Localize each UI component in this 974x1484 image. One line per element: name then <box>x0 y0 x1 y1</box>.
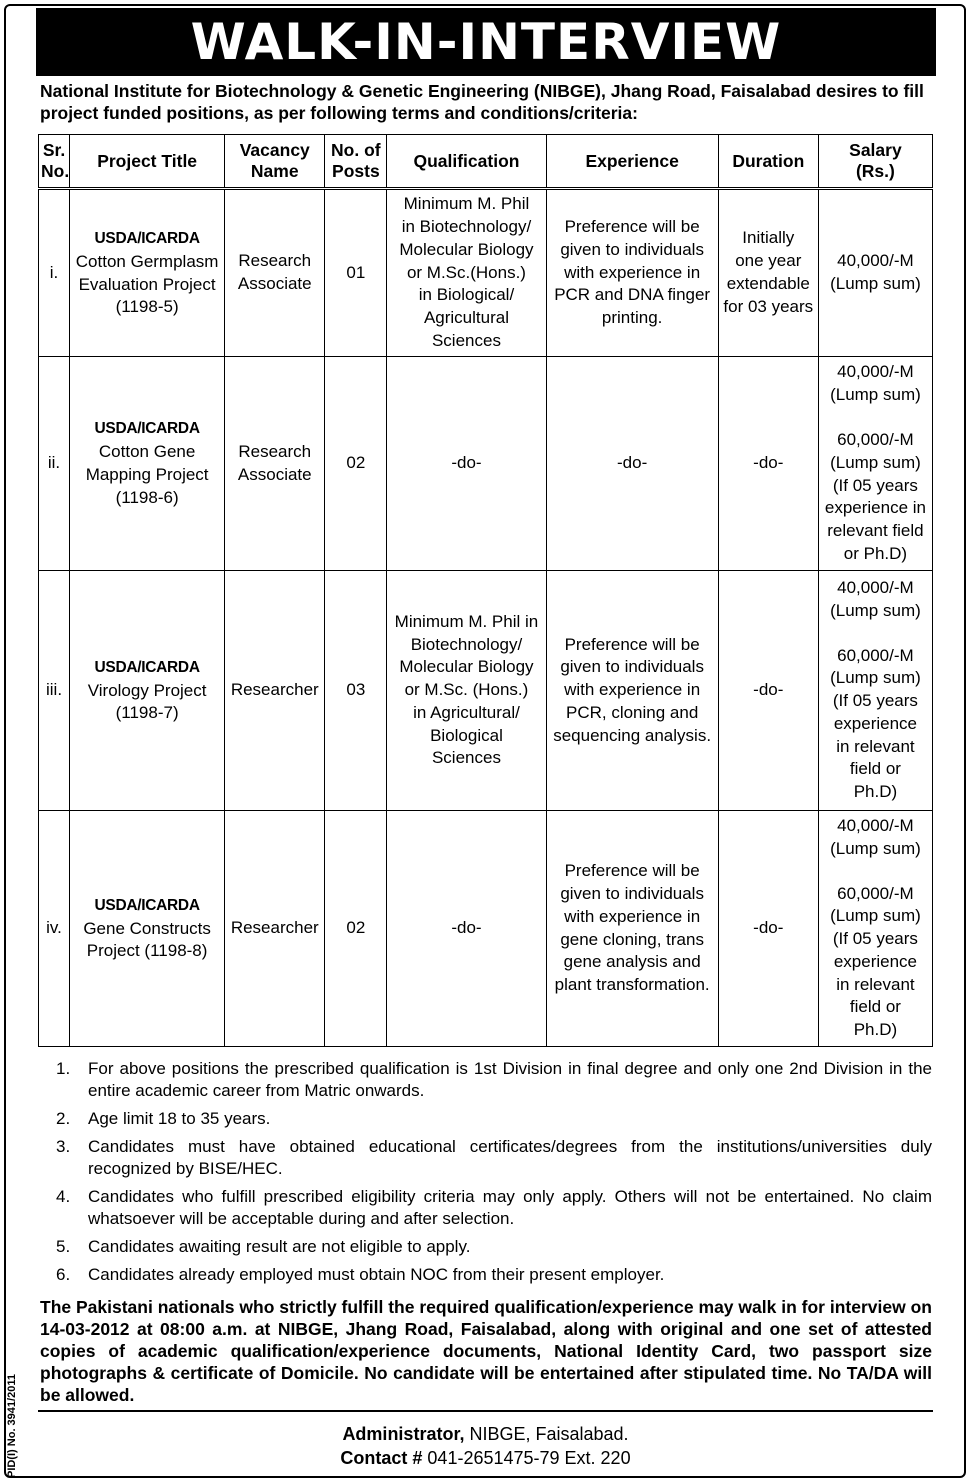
cell-vacancy: Research Associate <box>225 357 325 571</box>
cell-sr: iv. <box>39 811 70 1047</box>
cell-salary: 40,000/-M (Lump sum) 60,000/-M (Lump sum) (If 05 years experience in relevant field or Ph.D) <box>818 357 932 571</box>
header-salary: Salary (Rs.) <box>818 135 932 189</box>
cell-salary: 40,000/-M (Lump sum) 60,000/-M (Lump sum) (If 05 years experience in relevant field or Ph.D) <box>818 811 932 1047</box>
cell-project: USDA/ICARDA Gene Constructs Project (1198-8) <box>70 811 225 1047</box>
cell-salary: 40,000/-M (Lump sum) 60,000/-M (Lump sum) (If 05 years experience in relevant field or Ph.D) <box>818 571 932 811</box>
table-header-row <box>39 135 933 189</box>
page-title: WALK-IN-INTERVIEW <box>36 8 936 76</box>
cell-qualification: -do- <box>387 357 546 571</box>
list-item: 2. Age limit 18 to 35 years. <box>56 1109 271 1128</box>
header-experience: Experience <box>546 135 718 189</box>
vacancy-table <box>38 134 933 1047</box>
table-row <box>39 357 933 571</box>
cell-posts: 02 <box>325 811 387 1047</box>
cell-duration: -do- <box>718 357 818 571</box>
admin-label: Administrator, <box>342 1424 465 1444</box>
cell-posts: 01 <box>325 189 387 357</box>
list-item: 6. Candidates already employed must obtain NOC from their present employer. <box>56 1265 665 1284</box>
cell-sr: iii. <box>39 571 70 811</box>
closing-paragraph: The Pakistani nationals who strictly fulfill the required qualification/experience may walk in for interview on 14-03-2012 at 08:00 a.m. at NIBGE, Jhang Road, Faisalabad, along with original and one set of attested copies of academic qualification/experience documents, National Identity Card, two passport size photographs & certificate of Domicile. No candidate will be entertained after stipulated time. No TA/DA will be allowed. <box>40 1297 932 1405</box>
cell-vacancy: Research Associate <box>225 189 325 357</box>
header-duration: Duration <box>718 135 818 189</box>
header-project-title: Project Title <box>70 135 225 189</box>
header-vacancy-name: Vacancy Name <box>225 135 325 189</box>
conditions-list <box>40 1058 932 1292</box>
cell-qualification: Minimum M. Phil in Biotechnology/ Molecular Biology or M.Sc.(Hons.) in Biological/ Agricultural Sciences <box>387 189 546 357</box>
list-item: 4. Candidates who fulfill prescribed eligibility criteria may only apply. Others will not be entertained. No claim whatsoever will be acceptable during and after selection. <box>56 1187 932 1228</box>
cell-vacancy: Researcher <box>225 811 325 1047</box>
cell-duration: Initially one year extendable for 03 years <box>718 189 818 357</box>
cell-sr: i. <box>39 189 70 357</box>
table-row <box>39 571 933 811</box>
interview-datetime: 14-03-2012 at 08:00 a.m. <box>40 1319 248 1339</box>
cell-sr: ii. <box>39 357 70 571</box>
intro-text: National Institute for Biotechnology & Genetic Engineering (NIBGE), Jhang Road, Faisalabad desires to fill project funded positions, as per following terms and conditions/criteria: <box>40 81 924 123</box>
cell-experience: Preference will be given to individuals with experience in PCR and DNA finger printing. <box>546 189 718 357</box>
cell-salary: 40,000/-M (Lump sum) <box>818 189 932 357</box>
cell-experience: Preference will be given to individuals with experience in PCR, cloning and sequencing analysis. <box>546 571 718 811</box>
header-qualification: Qualification <box>387 135 546 189</box>
cell-qualification: Minimum M. Phil in Biotechnology/ Molecular Biology or M.Sc. (Hons.) in Agricultural/ Biological Sciences <box>387 571 546 811</box>
list-item: 1. For above positions the prescribed qualification is 1st Division in final degree and only one 2nd Division in the entire academic career from Matric onwards. <box>56 1059 932 1100</box>
list-item: 5. Candidates awaiting result are not eligible to apply. <box>56 1237 471 1256</box>
pid-number: PID(I) No. 3941/2011 <box>6 1374 18 1478</box>
cell-posts: 02 <box>325 357 387 571</box>
cell-qualification: -do- <box>387 811 546 1047</box>
cell-project: USDA/ICARDA Cotton Gene Mapping Project (1198-6) <box>70 357 225 571</box>
cell-duration: -do- <box>718 571 818 811</box>
cell-project: USDA/ICARDA Cotton Germplasm Evaluation Project (1198-5) <box>70 189 225 357</box>
contact-number: 041-2651475-79 Ext. 220 <box>422 1448 631 1468</box>
table-row <box>39 811 933 1047</box>
cell-project: USDA/ICARDA Virology Project (1198-7) <box>70 571 225 811</box>
cell-vacancy: Researcher <box>225 571 325 811</box>
header-sr-no: Sr. No. <box>39 135 70 189</box>
cell-posts: 03 <box>325 571 387 811</box>
admin-org: NIBGE, Faisalabad. <box>464 1424 629 1444</box>
header-no-of-posts: No. of Posts <box>325 135 387 189</box>
list-item: 3. Candidates must have obtained educational certificates/degrees from the institutions/universities duly recognized by BISE/HEC. <box>56 1137 932 1178</box>
table-row <box>39 189 933 357</box>
cell-duration: -do- <box>718 811 818 1047</box>
contact-label: Contact # <box>340 1448 423 1468</box>
cell-experience: Preference will be given to individuals with experience in gene cloning, trans gene analysis and plant transformation. <box>546 811 718 1047</box>
cell-experience: -do- <box>546 357 718 571</box>
footer <box>38 1410 933 1476</box>
